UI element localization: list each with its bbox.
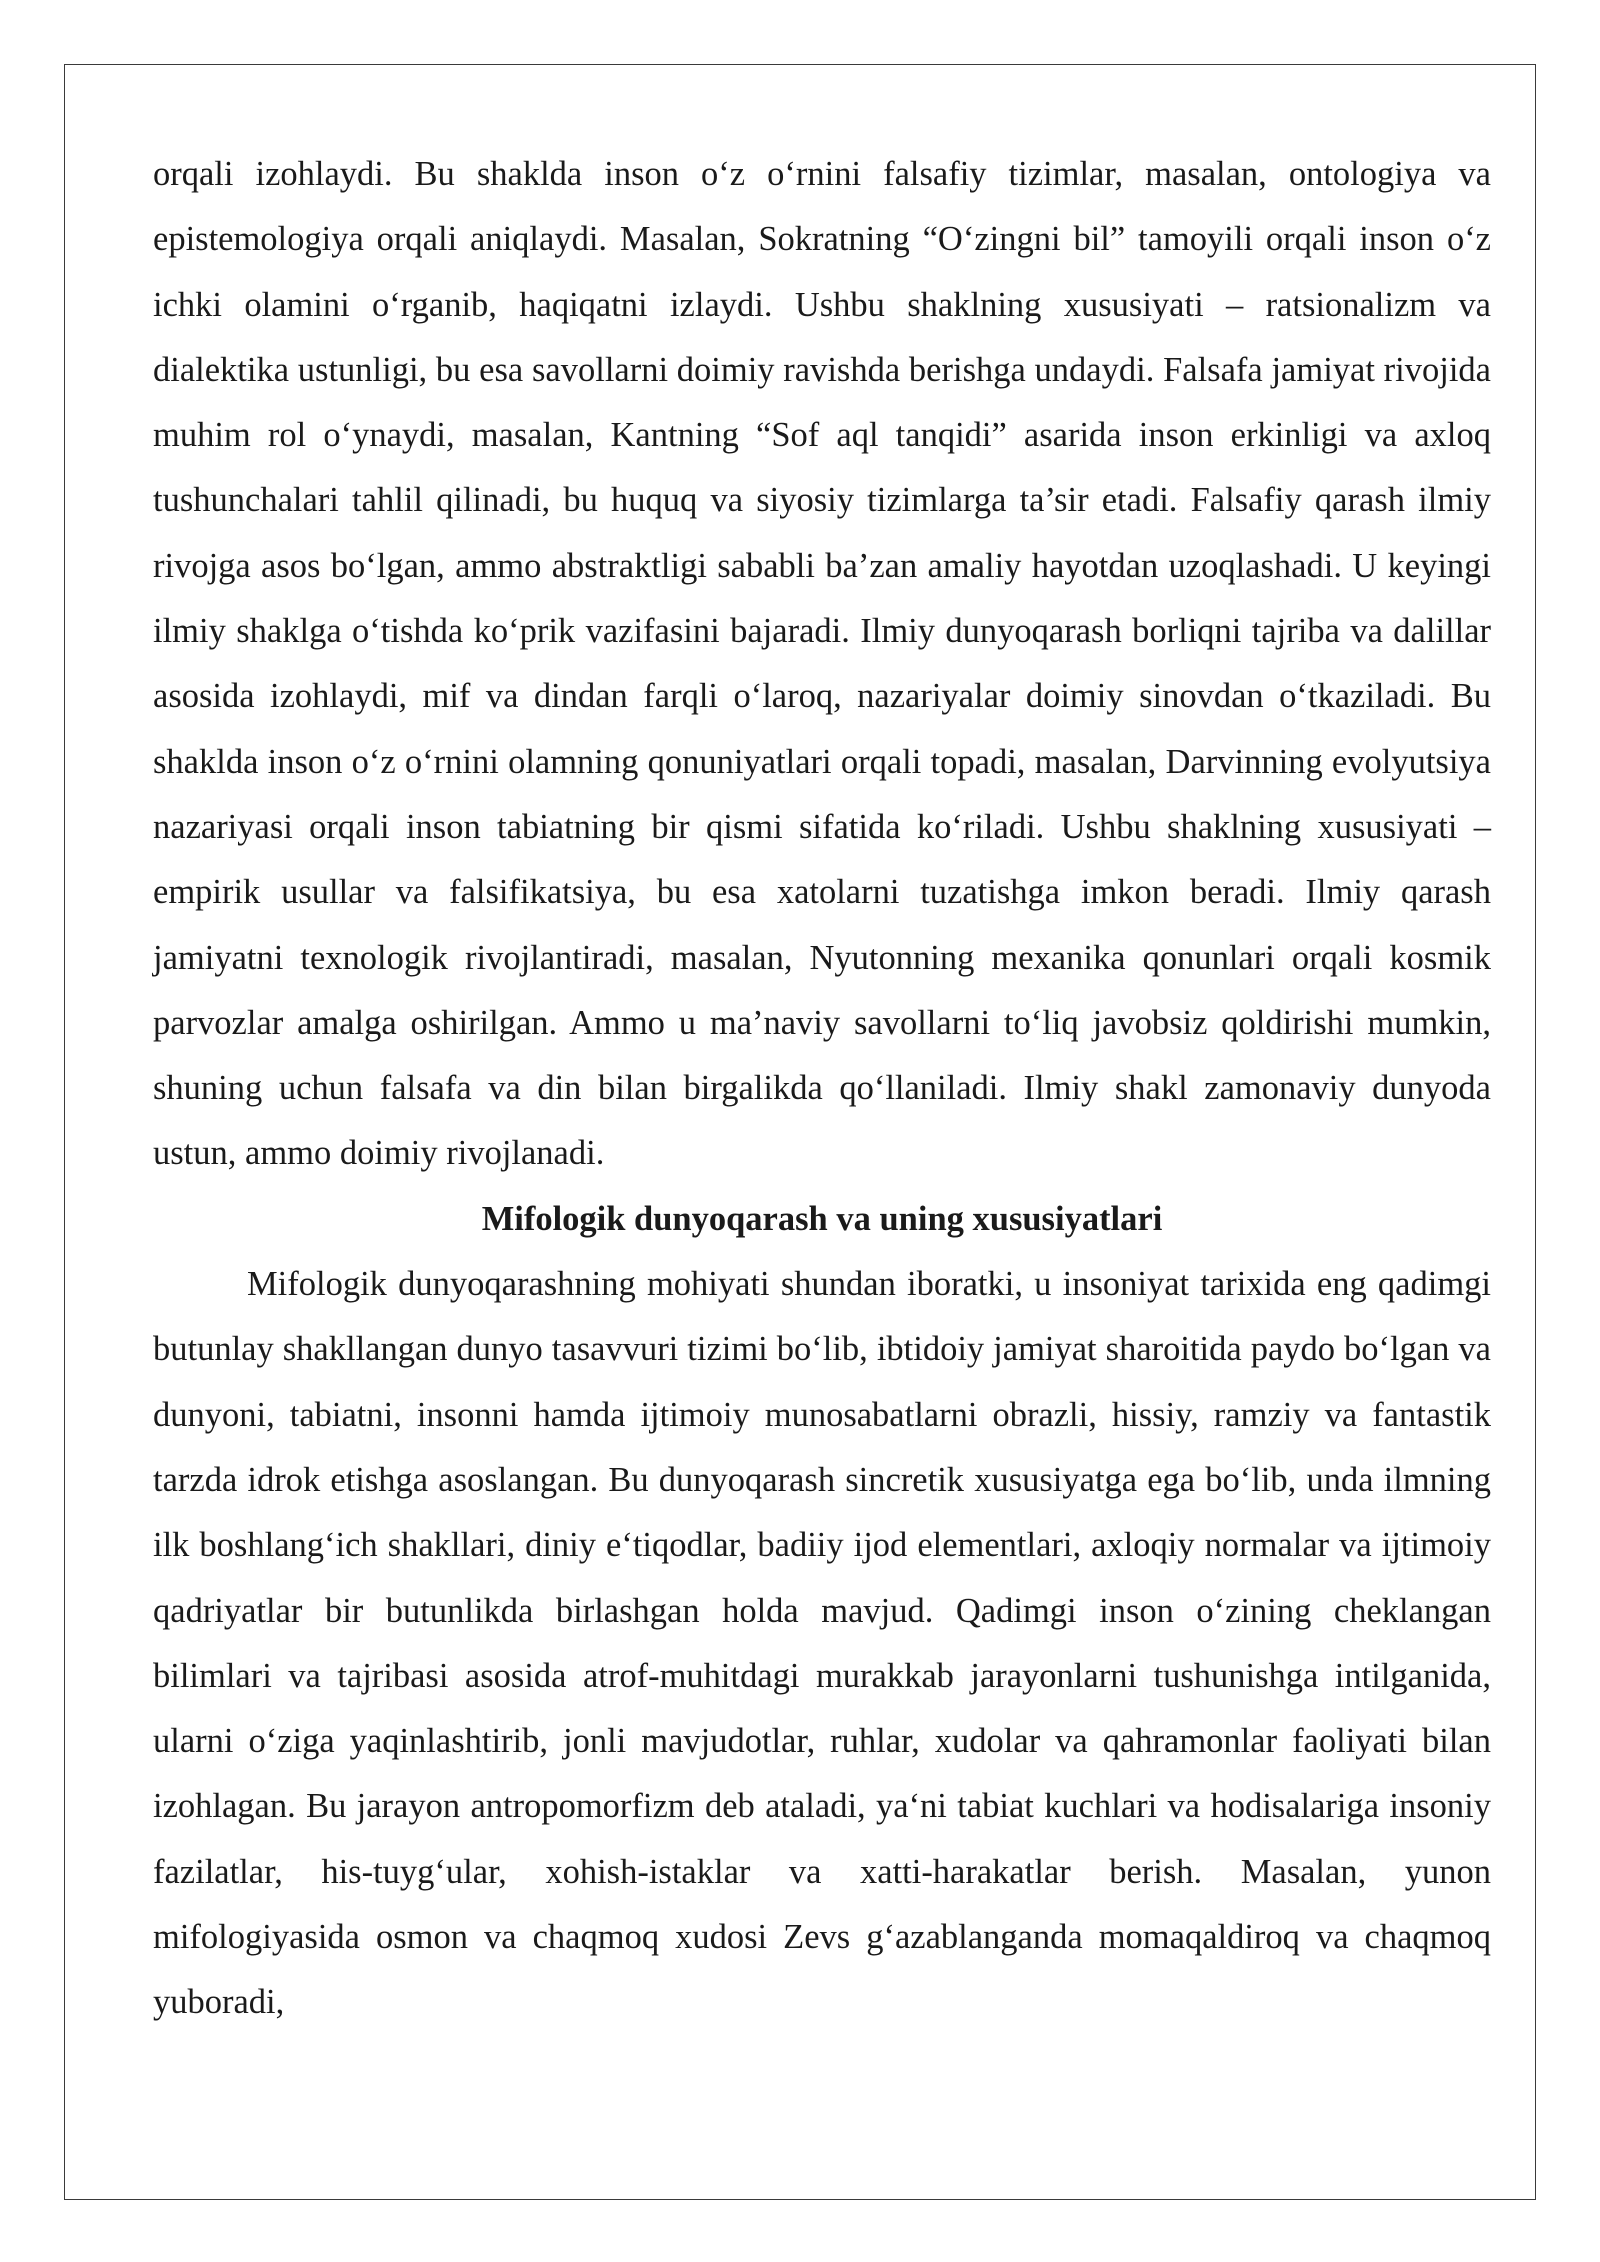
document-body [153,142,1491,2036]
body-paragraph: Mifologik dunyoqarashning mohiyati shundan iboratki, u insoniyat tarixida eng qadimgi butunlay shakllangan dunyo tasavvuri tizimi bo‘lib, ibtidoiy jamiyat sharoitida paydo bo‘lgan va dunyoni, tabiatni, insonni hamda ijtimoiy munosabatlarni obrazli, hissiy, ramziy va fantastik tarzda idrok etishga asoslangan. Bu dunyoqarash sincretik xususiyatga ega bo‘lib, unda ilmning ilk boshlang‘ich shakllari, diniy e‘tiqodlar, badiiy ijod elementlari, axloqiy normalar va ijtimoiy qadriyatlar bir butunlikda birlashgan holda mavjud. Qadimgi inson o‘zining cheklangan bilimlari va tajribasi asosida atrof-muhitdagi murakkab jarayonlarni tushunishga intilganida, ularni o‘ziga yaqinlashtirib, jonli mavjudotlar, ruhlar, xudolar va qahramonlar faoliyati bilan izohlagan. Bu jarayon antropomorfizm deb ataladi, ya‘ni tabiat kuchlari va hodisalariga insoniy fazilatlar, his-tuyg‘ular, xohish-istaklar va xatti-harakatlar berish. Masalan, yunon mifologiyasida osmon va chaqmoq xudosi Zevs g‘azablanganda momaqaldiroq va chaqmoq yuboradi, [153,1265,1491,2022]
section-heading: Mifologik dunyoqarash va uning xususiyatlari [481,1199,1163,1238]
body-paragraph: orqali izohlaydi. Bu shaklda inson o‘z o‘rnini falsafiy tizimlar, masalan, ontologiya va epistemologiya orqali aniqlaydi. Masalan, Sokratning “O‘zingni bil” tamoyili orqali inson o‘z ichki olamini o‘rganib, haqiqatni izlaydi. Ushbu shaklning xususiyati – ratsionalizm va dialektika ustunligi, bu esa savollarni doimiy ravishda berishga undaydi. Falsafa jamiyat rivojida muhim rol o‘ynaydi, masalan, Kantning “Sof aql tanqidi” asarida inson erkinligi va axloq tushunchalari tahlil qilinadi, bu huquq va siyosiy tizimlarga ta’sir etadi. Falsafiy qarash ilmiy rivojga asos bo‘lgan, ammo abstraktligi sababli ba’zan amaliy hayotdan uzoqlashadi. U keyingi ilmiy shaklga o‘tishda ko‘prik vazifasini bajaradi. Ilmiy dunyoqarash borliqni tajriba va dalillar asosida izohlaydi, mif va dindan farqli o‘laroq, nazariyalar doimiy sinovdan o‘tkaziladi. Bu shaklda inson o‘z o‘rnini olamning qonuniyatlari orqali topadi, masalan, Darvinning evolyutsiya nazariyasi orqali inson tabiatning bir qismi sifatida ko‘riladi. Ushbu shaklning xususiyati – empirik usullar va falsifikatsiya, bu esa xatolarni tuzatishga imkon beradi. Ilmiy qarash jamiyatni texnologik rivojlantiradi, masalan, Nyutonning mexanika qonunlari orqali kosmik parvozlar amalga oshirilgan. Ammo u ma’naviy savollarni to‘liq javobsiz qoldirishi mumkin, shuning uchun falsafa va din bilan birgalikda qo‘llaniladi. Ilmiy shakl zamonaviy dunyoda ustun, ammo doimiy rivojlanadi. [153,155,1491,1173]
